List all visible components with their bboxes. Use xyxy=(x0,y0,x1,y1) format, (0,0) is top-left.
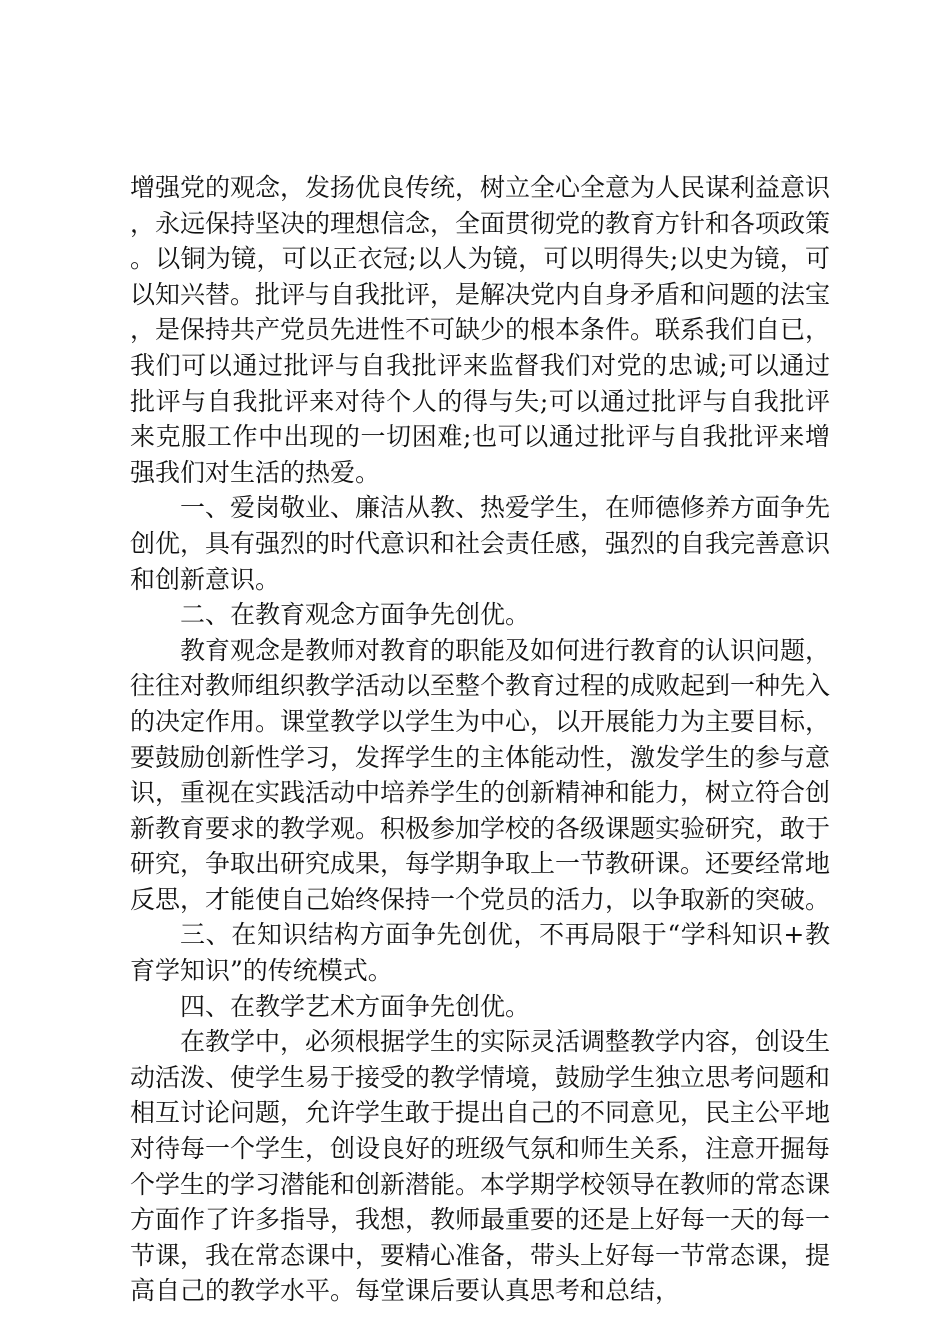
document-body xyxy=(130,170,830,1309)
paragraph-education-concept: 教育观念是教师对教育的职能及如何进行教育的认识问题，往往对教师组织教学活动以至整个教育过程的成败起到一种先入的决定作用。课堂教学以学生为中心，以开展能力为主要目标，要鼓励创新性学习，发挥学生的主体能动性，激发学生的参与意识，重视在实践活动中培养学生的创新精神和能力，树立符合创新教育要求的教学观。积极参加学校的各级课题实验研究，敢于研究，争取出研究成果，每学期争取上一节教研课。还要经常地反思，才能使自己始终保持一个党员的活力，以争取新的突破。 xyxy=(130,635,831,914)
paragraph-intro: 增强党的观念，发扬优良传统，树立全心全意为人民谋利益意识，永远保持坚决的理想信念，全面贯彻党的教育方针和各项政策。以铜为镜，可以正衣冠;以人为镜，可以明得失;以史为镜，可以知兴替。批评与自我批评，是解决党内自身矛盾和问题的法宝，是保持共产党员先进性不可缺少的根本条件。联系我们自已，我们可以通过批评与自我批评来监督我们对党的忠诚;可以通过批评与自我批评来对待个人的得与失;可以通过批评与自我批评来克服工作中出现的一切困难;也可以通过批评与自我批评来增强我们对生活的热爱。 xyxy=(130,173,831,487)
paragraph-point-four-heading: 四、在教学艺术方面争先创优。 xyxy=(180,991,531,1021)
paragraph-teaching-art: 在教学中，必须根据学生的实际灵活调整教学内容，创设生动活泼、使学生易于接受的教学情境，鼓励学生独立思考问题和相互讨论问题，允许学生敢于提出自己的不同意见，民主公平地对待每一个学生，创设良好的班级气氛和师生关系，注意开掘每个学生的学习潜能和创新潜能。本学期学校领导在教师的常态课方面作了许多指导，我想，教师最重要的还是上好每一天的每一节课，我在常态课中，要精心准备，带头上好每一节常态课，提高自己的教学水平。每堂课后要认真思考和总结， xyxy=(130,1027,831,1306)
paragraph-point-three: 三、在知识结构方面争先创优，不再局限于“学科知识+教育学知识”的传统模式。 xyxy=(130,920,830,986)
paragraph-point-two-heading: 二、在教育观念方面争先创优。 xyxy=(180,600,531,630)
paragraph-point-one: 一、爱岗敬业、廉洁从教、热爱学生，在师德修养方面争先创优，具有强烈的时代意识和社会责任感，强烈的自我完善意识和创新意识。 xyxy=(130,493,831,594)
